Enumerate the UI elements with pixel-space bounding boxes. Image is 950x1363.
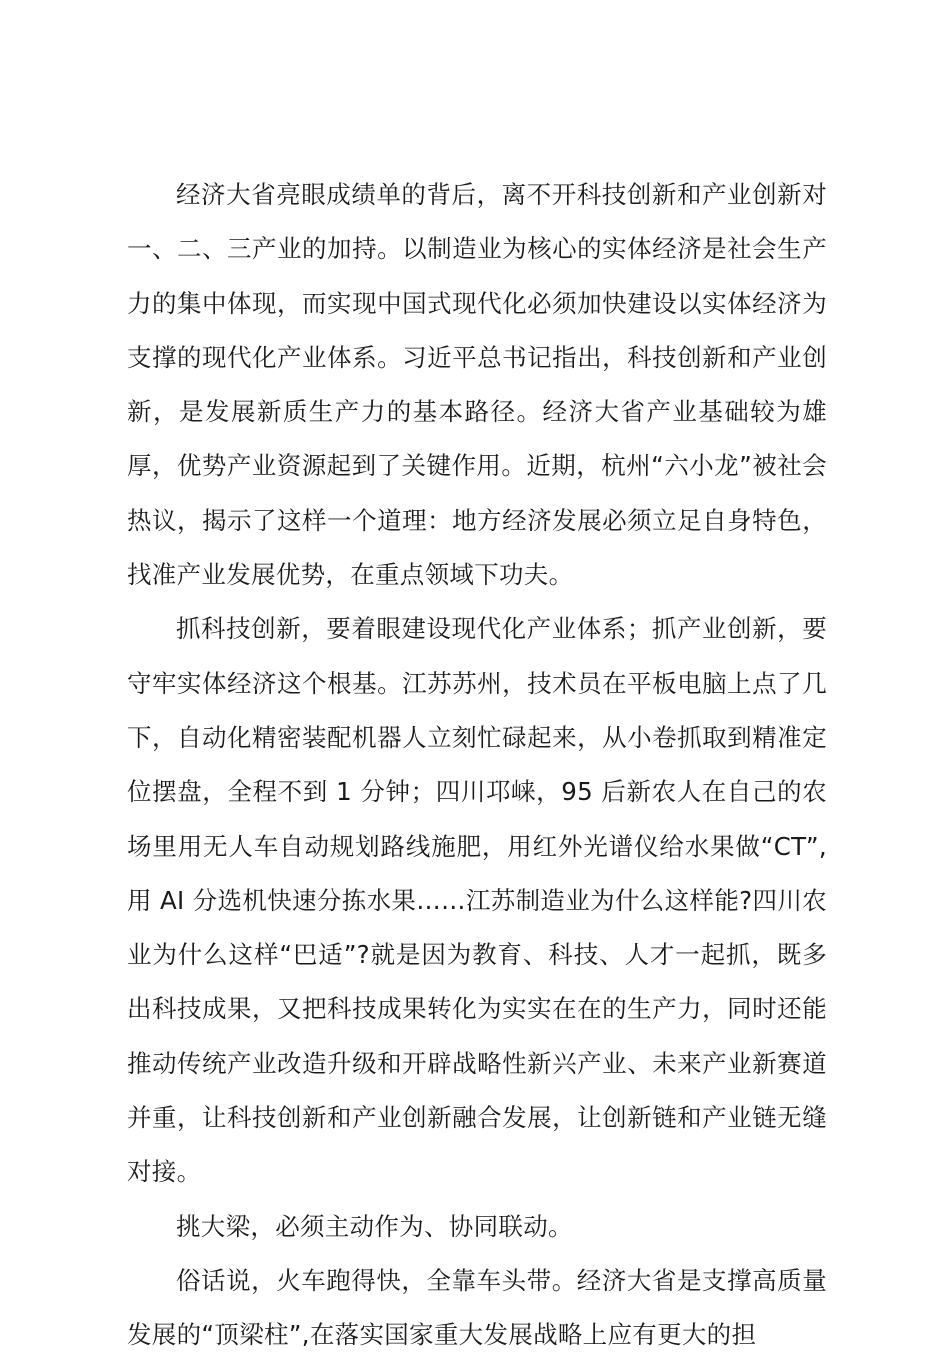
paragraph-3: 挑大梁，必须主动作为、协同联动。 bbox=[176, 1211, 573, 1241]
paragraph-2: 抓科技创新，要着眼建设现代化产业体系；抓产业创新，要守牢实体经济这个根基。江苏苏州，技术员在平板电脑上点了几下，自动化精密装配机器人立刻忙碌起来，从小卷抓取到精准定位摆盘，全程不到 1 分钟；四川邛崃，95 后新农人在自己的农场里用无人车自动规划路线施肥，用红外光谱仪给水果做“CT”,用 AI 分选机快速分拣水果……江苏制造业为什么这样能?四川农业为什么这样“巴适”?就是因为教育、科技、人才一起抓，既多出科技成果，又把科技成果转化为实实在在的生产力，同时还能推动传统产业改造升级和开辟战略性新兴产业、未来产业新赛道并重，让科技创新和产业创新融合发展，让创新链和产业链无缝对接。 bbox=[127, 614, 827, 1187]
paragraph-1: 经济大省亮眼成绩单的背后，离不开科技创新和产业创新对一、二、三产业的加持。以制造业为核心的实体经济是社会生产力的集中体现，而实现中国式现代化必须加快建设以实体经济为支撑的现代化产业体系。习近平总书记指出，科技创新和产业创新，是发展新质生产力的基本路径。经济大省产业基础较为雄厚，优势产业资源起到了关键作用。近期，杭州“六小龙”被社会热议，揭示了这样一个道理：地方经济发展必须立足自身特色，找准产业发展优势，在重点领域下功夫。 bbox=[127, 180, 827, 590]
body-text bbox=[127, 168, 827, 1363]
paragraph-4: 俗话说，火车跑得快，全靠车头带。经济大省是支撑高质量发展的“顶梁柱”,在落实国家重大发展战略上应有更大的担 bbox=[127, 1265, 827, 1350]
